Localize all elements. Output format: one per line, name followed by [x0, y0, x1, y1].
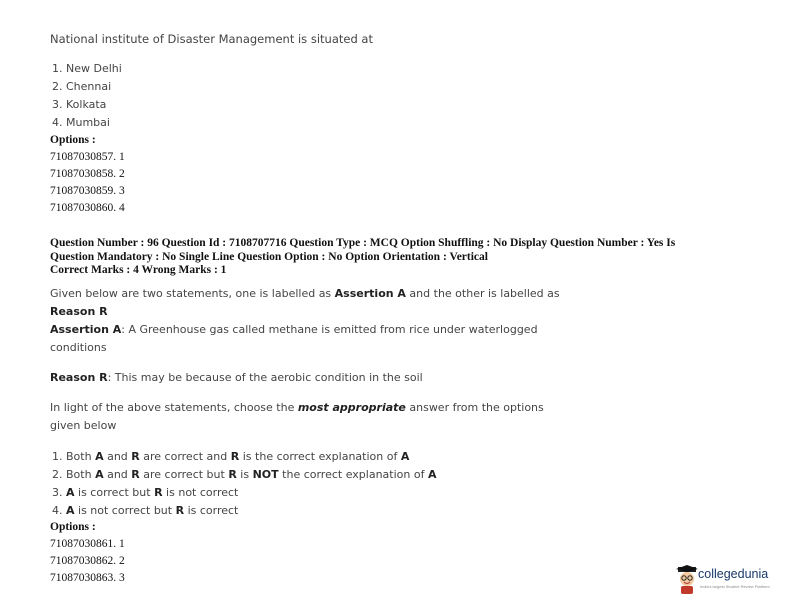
reason-text: : This may be because of the aerobic condition in the soil — [107, 371, 423, 384]
intro-text: Given below are two statements, one is labelled as — [50, 287, 335, 300]
instruction-text: answer from the options — [405, 401, 544, 414]
collegedunia-logo — [676, 563, 786, 597]
option-code: 71087030863. 3 — [50, 572, 125, 584]
mascot-icon — [676, 565, 698, 595]
options-header: Options : — [50, 134, 96, 146]
assertion-statement — [50, 323, 538, 336]
question-meta — [50, 237, 730, 278]
reason-statement — [50, 371, 423, 384]
question-2-intro — [50, 287, 560, 300]
option-item: 3. A is correct but R is not correct — [52, 486, 239, 499]
option-item: 1. New Delhi — [52, 62, 122, 75]
question-1-text: National institute of Disaster Management is situated at — [50, 32, 373, 46]
option-codes-list — [50, 149, 125, 217]
instruction-emphasis: most appropriate — [297, 401, 406, 414]
option-item: 2. Chennai — [52, 80, 112, 93]
intro-text: and the other is labelled as — [405, 287, 560, 300]
option-item: 2. Both A and R are correct but R is NOT the correct explanation of A — [52, 468, 437, 481]
assertion-text: : A Greenhouse gas called methane is emitted from rice under waterlogged — [121, 323, 538, 336]
meta-line: Question Number : 96 Question Id : 7108707716 Question Type : MCQ Option Shuffling : No Display Question Number : Yes Is — [50, 237, 676, 249]
instruction-text: In light of the above statements, choose the — [50, 401, 298, 414]
logo-tagline: India's largest Student Review Platform — [700, 584, 770, 589]
option-item: 3. Kolkata — [52, 98, 107, 111]
intro-reason: Reason R — [50, 305, 108, 318]
option-codes-list — [50, 536, 125, 587]
option-code: 71087030861. 1 — [50, 538, 125, 550]
option-item: 1. Both A and R are correct and R is the correct explanation of A — [52, 450, 410, 463]
instruction — [50, 401, 544, 414]
assertion-label: Assertion A — [50, 323, 122, 336]
meta-line: Question Mandatory : No Single Line Question Option : No Option Orientation : Vertical — [50, 250, 488, 263]
option-item: 4. Mumbai — [52, 116, 110, 129]
logo-name: collegedunia — [698, 567, 769, 581]
instruction-cont: given below — [50, 419, 117, 432]
option-code: 71087030857. 1 — [50, 151, 125, 163]
marks-line: Correct Marks : 4 Wrong Marks : 1 — [50, 264, 227, 276]
option-code: 71087030858. 2 — [50, 168, 125, 180]
assertion-text-cont: conditions — [50, 341, 107, 354]
option-code: 71087030862. 2 — [50, 555, 125, 567]
reason-label: Reason R — [50, 371, 108, 384]
options-header: Options : — [50, 521, 96, 533]
option-item: 4. A is not correct but R is correct — [52, 504, 239, 517]
option-code: 71087030860. 4 — [50, 202, 125, 214]
question-1-options — [52, 60, 122, 132]
intro-assertion: Assertion A — [334, 287, 406, 300]
option-code: 71087030859. 3 — [50, 185, 125, 197]
question-2-options — [52, 448, 436, 520]
